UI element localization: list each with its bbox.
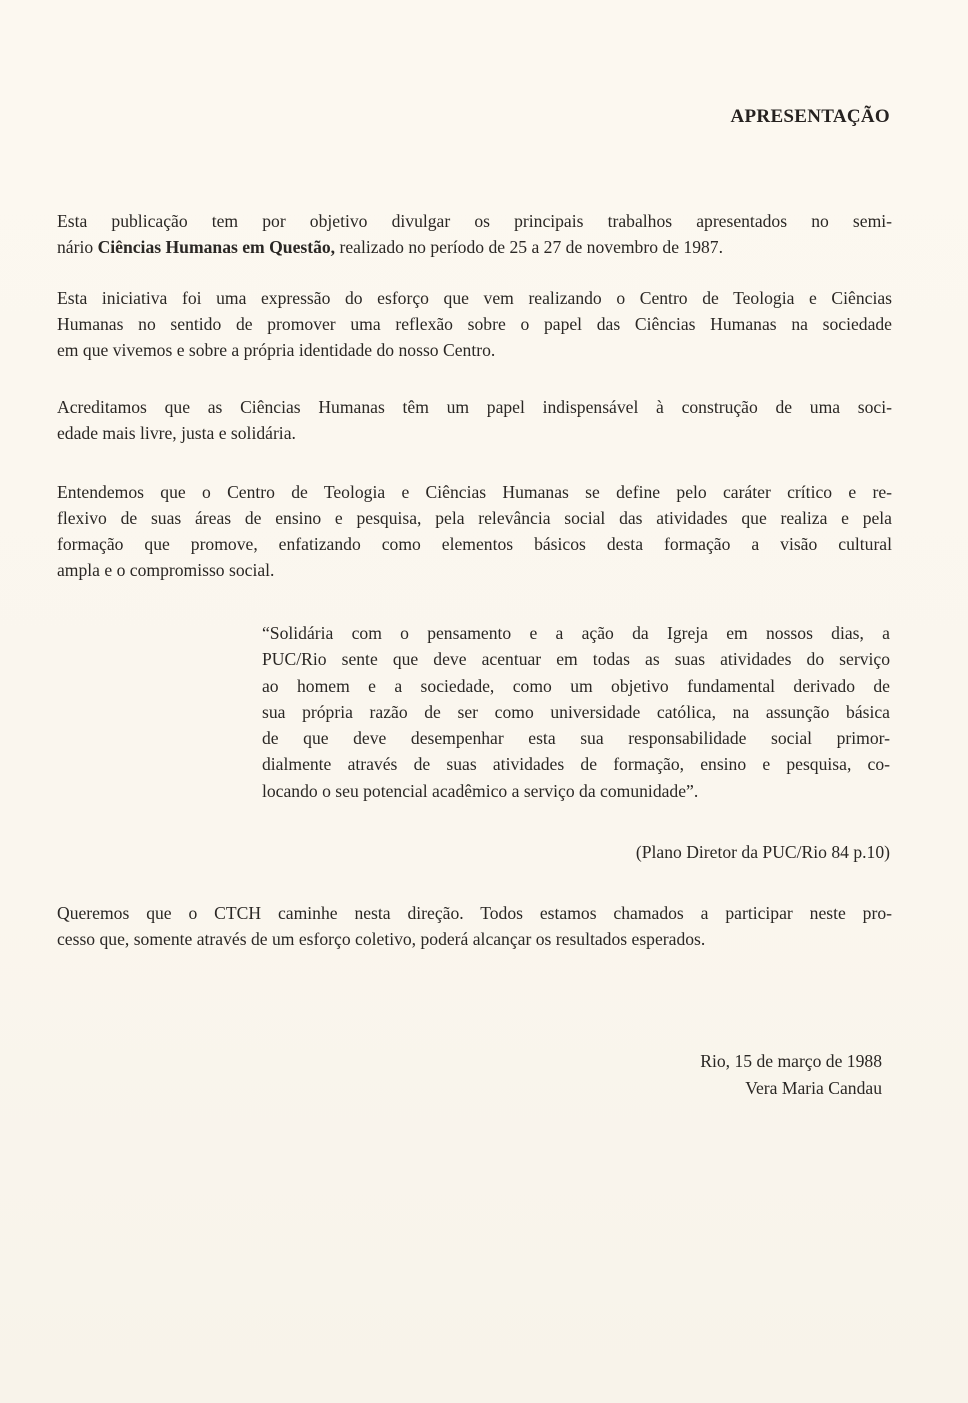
closing-paragraph	[57, 900, 892, 952]
block-quote	[262, 620, 890, 804]
text-fragment: nário	[57, 237, 98, 257]
paragraph-line: Humanas no sentido de promover uma reflexão sobre o papel das Ciências Humanas na sociedade	[57, 314, 892, 334]
initiative-paragraph	[57, 285, 892, 363]
paragraph-line: Esta iniciativa foi uma expressão do esforço que vem realizando o Centro de Teologia e Ciências	[57, 288, 892, 308]
paragraph-line: flexivo de suas áreas de ensino e pesquisa, pela relevância social das atividades que realiza e pela	[57, 508, 892, 528]
quote-line: “Solidária com o pensamento e a ação da Igreja em nossos dias, a	[262, 623, 890, 643]
center-definition-paragraph	[57, 479, 892, 583]
quote-citation: (Plano Diretor da PUC/Rio 84 p.10)	[635, 842, 890, 862]
text-fragment: realizado no período de 25 a 27 de novembro de 1987.	[335, 237, 723, 257]
intro-paragraph	[57, 208, 892, 260]
paragraph-line: cesso que, somente através de um esforço coletivo, poderá alcançar os resultados esperados.	[57, 929, 706, 949]
quote-line: ao homem e a sociedade, como um objetivo fundamental derivado de	[262, 675, 890, 696]
paragraph-line: em que vivemos e sobre a própria identidade do nosso Centro.	[57, 340, 496, 360]
author-name: Vera Maria Candau	[745, 1078, 882, 1098]
paragraph-line: edade mais livre, justa e solidária.	[57, 423, 296, 443]
quote-line: locando o seu potencial acadêmico a serviço da comunidade”.	[262, 780, 699, 801]
paragraph-line: ampla e o compromisso social.	[57, 560, 275, 580]
page-title: APRESENTAÇÃO	[730, 106, 890, 127]
paragraph-line: Queremos que o CTCH caminhe nesta direção. Todos estamos chamados a participar neste pro-	[57, 903, 892, 923]
place-date: Rio, 15 de março de 1988	[700, 1051, 882, 1071]
quote-line: sua própria razão de ser como universidade católica, na assunção básica	[262, 701, 890, 722]
paragraph-line: Esta publicação tem por objetivo divulgar os principais trabalhos apresentados no semi-	[57, 211, 892, 231]
quote-line: de que deve desempenhar esta sua responsabilidade social primor-	[262, 728, 890, 749]
signature-block	[700, 1048, 882, 1102]
paragraph-line: formação que promove, enfatizando como elementos básicos desta formação a visão cultural	[57, 534, 892, 554]
seminar-title: Ciências Humanas em Questão,	[97, 237, 336, 257]
quote-line: PUC/Rio sente que deve acentuar em todas as suas atividades do serviço	[262, 649, 890, 670]
belief-paragraph	[57, 394, 892, 446]
paragraph-line: Entendemos que o Centro de Teologia e Ciências Humanas se define pelo caráter crítico e re-	[57, 482, 892, 502]
paragraph-line: Acreditamos que as Ciências Humanas têm um papel indispensável à construção de uma soci-	[57, 397, 892, 417]
quote-line: dialmente através de suas atividades de formação, ensino e pesquisa, co-	[262, 754, 890, 775]
paragraph-line	[57, 234, 892, 260]
